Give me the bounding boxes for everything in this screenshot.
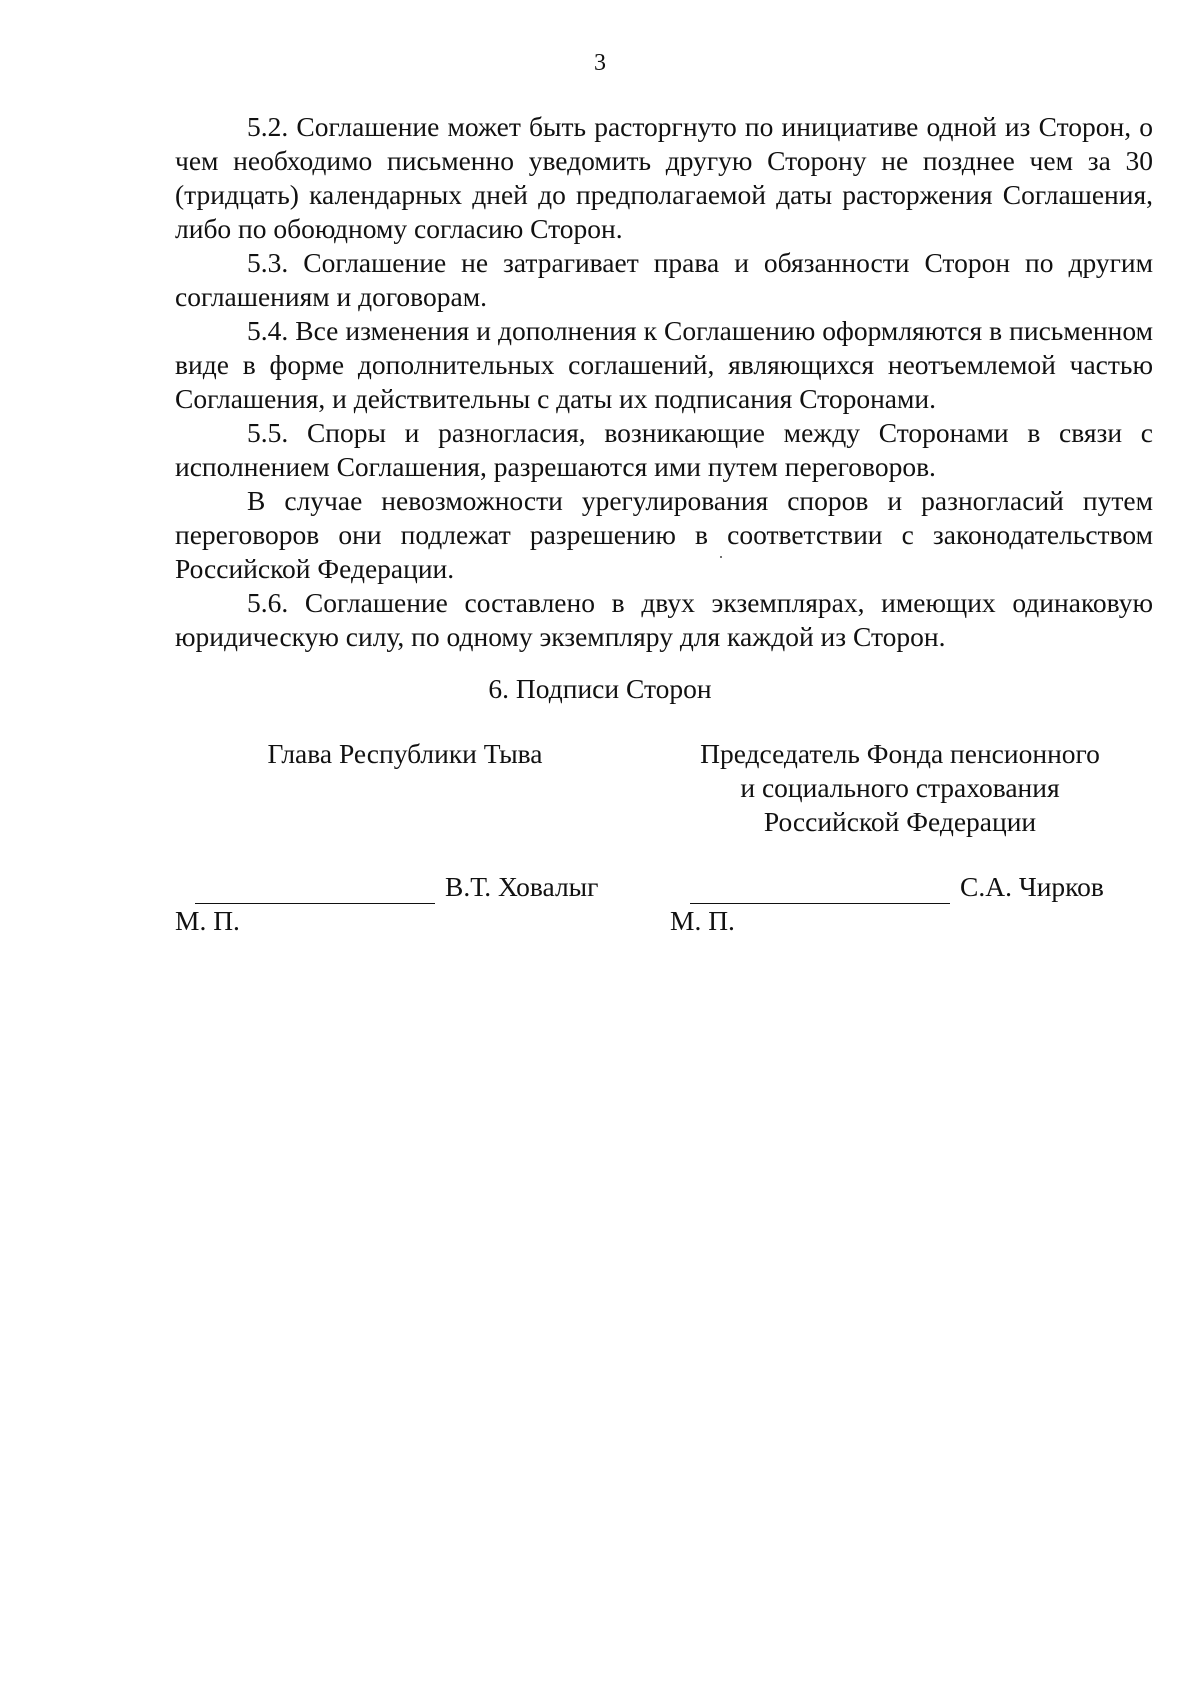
signatory-left-title: Глава Республики Тыва <box>267 738 543 769</box>
paragraph-5-4: 5.4. Все изменения и дополнения к Соглашению оформляются в письменном виде в форме дополнительных соглашений, являющихся неотъемлемой частью Соглашения, и действительны с даты их подписания Сторонами. <box>175 315 1153 414</box>
seal-mark-left: М. П. <box>175 905 240 936</box>
signatory-right-title <box>670 737 1130 839</box>
section-title: 6. Подписи Сторон <box>488 673 712 704</box>
signatory-right-title-line: Председатель Фонда пенсионного <box>700 738 1100 769</box>
page-number: 3 <box>594 50 606 76</box>
paragraph-5-2: 5.2. Соглашение может быть расторгнуто по инициативе одной из Сторон, о чем необходимо письменно уведомить другую Сторону не позднее чем за 30 (тридцать) календарных дней до предполагаемой даты расторжения Соглашения, либо по обоюдному согласию Сторон. <box>175 111 1153 244</box>
agreement-body <box>175 110 1153 654</box>
paragraph-5-6: 5.6. Соглашение составлено в двух экземплярах, имеющих одинаковую юридическую силу, по одному экземпляру для каждой из Сторон. <box>175 587 1153 652</box>
signature-row-left <box>195 870 598 904</box>
paragraph-5-5: 5.5. Споры и разногласия, возникающие между Сторонами в связи с исполнением Соглашения, разрешаются ими путем переговоров. <box>175 417 1153 482</box>
paragraph-5-5-dispute: В случае невозможности урегулирования споров и разногласий путем переговоров они подлежат разрешению в соответствии с законодательством Российской Федерации. <box>175 485 1153 584</box>
signatory-right-title-line: и социального страхования <box>740 772 1060 803</box>
signatory-right-title-line: Российской Федерации <box>763 806 1037 837</box>
signatory-left-name: В.Т. Ховалыг <box>445 871 599 902</box>
signature-line-right <box>690 877 950 904</box>
speck <box>720 556 722 558</box>
signatory-right-name: С.А. Чирков <box>960 871 1104 902</box>
paragraph-5-3: 5.3. Соглашение не затрагивает права и обязанности Сторон по другим соглашениям и договорам. <box>175 247 1153 312</box>
signature-line-left <box>195 877 435 904</box>
seal-mark-right: М. П. <box>670 905 735 936</box>
signature-row-right <box>690 870 1104 904</box>
